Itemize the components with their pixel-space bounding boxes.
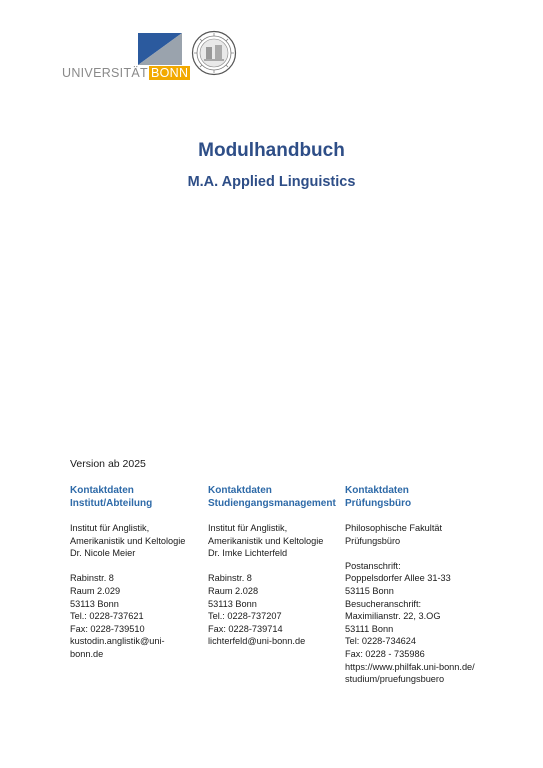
contact-line: Tel.: 0228-737207: [208, 611, 282, 622]
contact-line: Institut für Anglistik,: [208, 523, 288, 533]
version-label: Version ab 2025: [70, 458, 146, 470]
email-link[interactable]: lichterfeld@uni-bonn.de: [208, 636, 306, 647]
faculty-seal-icon: [191, 30, 237, 76]
contact-heading: [345, 484, 515, 510]
email-link[interactable]: bonn.de: [70, 648, 104, 659]
contact-line: Philosophische Fakultät: [345, 523, 443, 533]
contact-column-institute: [70, 484, 200, 673]
university-logo: [62, 30, 242, 82]
contact-block: [345, 560, 515, 686]
contact-line: 53115 Bonn: [345, 585, 394, 596]
contact-block: [345, 522, 515, 547]
contact-line: Fax: 0228-739714: [208, 623, 283, 634]
contact-line: Besucheranschrift:: [345, 598, 422, 609]
heading-line: Studiengangsmanagement: [208, 498, 336, 509]
contact-line: Dr. Nicole Meier: [70, 548, 136, 559]
contact-line: Tel.: 0228-737621: [70, 611, 144, 622]
heading-line: Institut/Abteilung: [70, 498, 153, 509]
contact-line: Raum 2.029: [70, 585, 121, 596]
contact-line: Institut für Anglistik,: [70, 523, 150, 533]
document-subtitle: M.A. Applied Linguistics: [187, 174, 356, 190]
contact-line: Amerikanistik und Keltologie: [208, 535, 324, 546]
contact-line: 53113 Bonn: [70, 598, 119, 609]
document-title: Modulhandbuch: [198, 140, 345, 161]
heading-line: Kontaktdaten: [345, 485, 409, 496]
contact-heading: [70, 484, 200, 510]
contact-column-program-management: [208, 484, 342, 661]
contact-block: [70, 572, 200, 660]
contact-line: Prüfungsbüro: [345, 535, 401, 546]
contact-line: 53113 Bonn: [208, 598, 257, 609]
contact-line: 53111 Bonn: [345, 623, 394, 634]
contact-line: Fax: 0228 - 735986: [345, 648, 425, 659]
email-link[interactable]: kustodin.anglistik@uni-: [70, 636, 165, 647]
wordmark-accent: BONN: [150, 66, 189, 80]
contact-line: Fax: 0228-739510: [70, 623, 145, 634]
contact-line: Poppelsdorfer Allee 31-33: [345, 573, 451, 584]
website-link[interactable]: https://www.philfak.uni-bonn.de/: [345, 661, 475, 672]
contact-line: Postanschrift:: [345, 560, 401, 571]
contact-block: [70, 522, 200, 560]
website-link[interactable]: studium/pruefungsbuero: [345, 674, 445, 685]
contact-line: Dr. Imke Lichterfeld: [208, 548, 288, 559]
contact-column-exam-office: [345, 484, 515, 698]
heading-line: Kontaktdaten: [70, 485, 134, 496]
contact-line: Tel: 0228-734624: [345, 636, 417, 647]
heading-line: Kontaktdaten: [208, 485, 272, 496]
contact-block: [208, 572, 342, 648]
contact-line: Maximilianstr. 22, 3.OG: [345, 611, 441, 622]
contact-heading: [208, 484, 342, 510]
contact-block: [208, 522, 342, 560]
university-wordmark: [62, 66, 190, 80]
contact-line: Amerikanistik und Keltologie: [70, 535, 186, 546]
heading-line: Prüfungsbüro: [345, 498, 412, 509]
contact-line: Raum 2.028: [208, 585, 259, 596]
wordmark-main: UNIVERSITÄT: [62, 66, 148, 80]
contact-line: Rabinstr. 8: [208, 573, 252, 584]
contact-line: Rabinstr. 8: [70, 573, 114, 584]
